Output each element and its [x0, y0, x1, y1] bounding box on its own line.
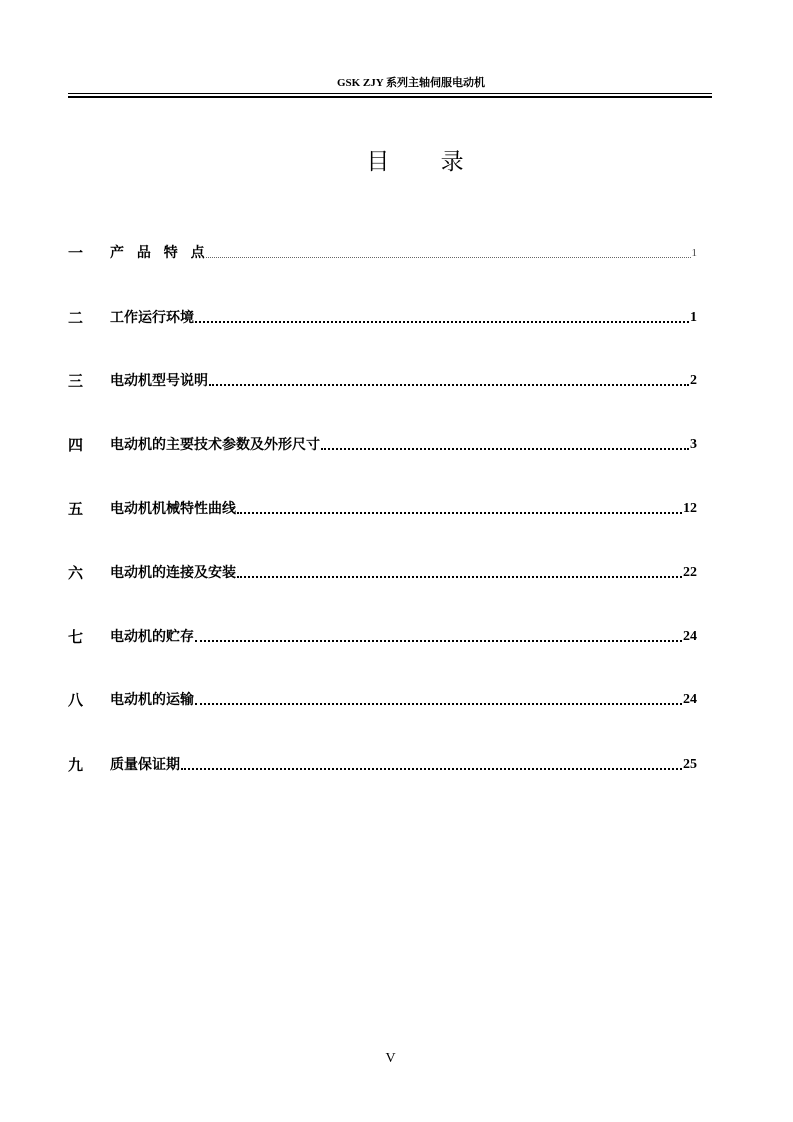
toc-entry-page: 24 [683, 692, 697, 707]
toc-entry-title: 电动机的主要技术参数及外形尺寸 [110, 437, 320, 453]
toc-dot-leader [237, 576, 682, 578]
toc-dot-leader [237, 512, 682, 514]
page-number: V [385, 1051, 396, 1066]
toc-entry-number: 七 [68, 628, 84, 646]
toc-entry-page: 2 [690, 373, 697, 388]
toc-title: 目 录 [366, 149, 464, 175]
toc-entry [68, 243, 697, 263]
toc-dot-leader [181, 768, 682, 770]
toc-entry-page: 3 [690, 437, 697, 452]
toc-dot-leader [206, 257, 691, 258]
toc-entry [68, 563, 697, 583]
toc-entry [68, 435, 697, 455]
toc-entry-title: 电动机的连接及安装 [110, 565, 236, 581]
toc-entry-page: 24 [683, 629, 697, 644]
toc-entry-page: 25 [683, 757, 697, 772]
toc-entry [68, 627, 697, 647]
toc-entry-number: 四 [68, 436, 84, 454]
toc-dot-leader [195, 640, 682, 642]
toc-entry-page: 22 [683, 565, 697, 580]
toc-entry [68, 371, 697, 391]
toc-entry-title: 电动机机械特性曲线 [110, 501, 236, 517]
toc-entry-page: 1 [691, 247, 697, 259]
toc-entry-page: 12 [683, 501, 697, 516]
toc-entry [68, 755, 697, 775]
toc-entry-number: 九 [68, 756, 84, 774]
toc-entry [68, 308, 697, 328]
toc-entry-title: 电动机的运输 [110, 692, 194, 708]
toc-entry-title: 质量保证期 [110, 757, 180, 773]
toc-entry-title: 电动机的贮存 [110, 629, 194, 645]
header-rule-thin [68, 93, 712, 94]
running-header-title: GSK ZJY 系列主轴伺服电动机 [336, 77, 486, 89]
toc-entry-number: 二 [68, 309, 84, 327]
toc-entry-number: 三 [68, 372, 84, 390]
toc-dot-leader [195, 321, 689, 323]
toc-entry-number: 一 [68, 244, 84, 262]
toc-entry-page: 1 [690, 310, 697, 325]
toc-entry-number: 八 [68, 691, 84, 709]
toc-dot-leader [195, 703, 682, 705]
toc-entry-number: 五 [68, 500, 84, 518]
toc-entry-title: 产 品 特 点 [110, 245, 205, 261]
header-rule-thick [68, 96, 712, 98]
toc-dot-leader [321, 448, 689, 450]
toc-entry-title: 工作运行环境 [110, 310, 194, 326]
toc-entry [68, 690, 697, 710]
toc-entry-title: 电动机型号说明 [110, 373, 208, 389]
toc-entry [68, 499, 697, 519]
toc-dot-leader [209, 384, 689, 386]
toc-entry-number: 六 [68, 564, 84, 582]
